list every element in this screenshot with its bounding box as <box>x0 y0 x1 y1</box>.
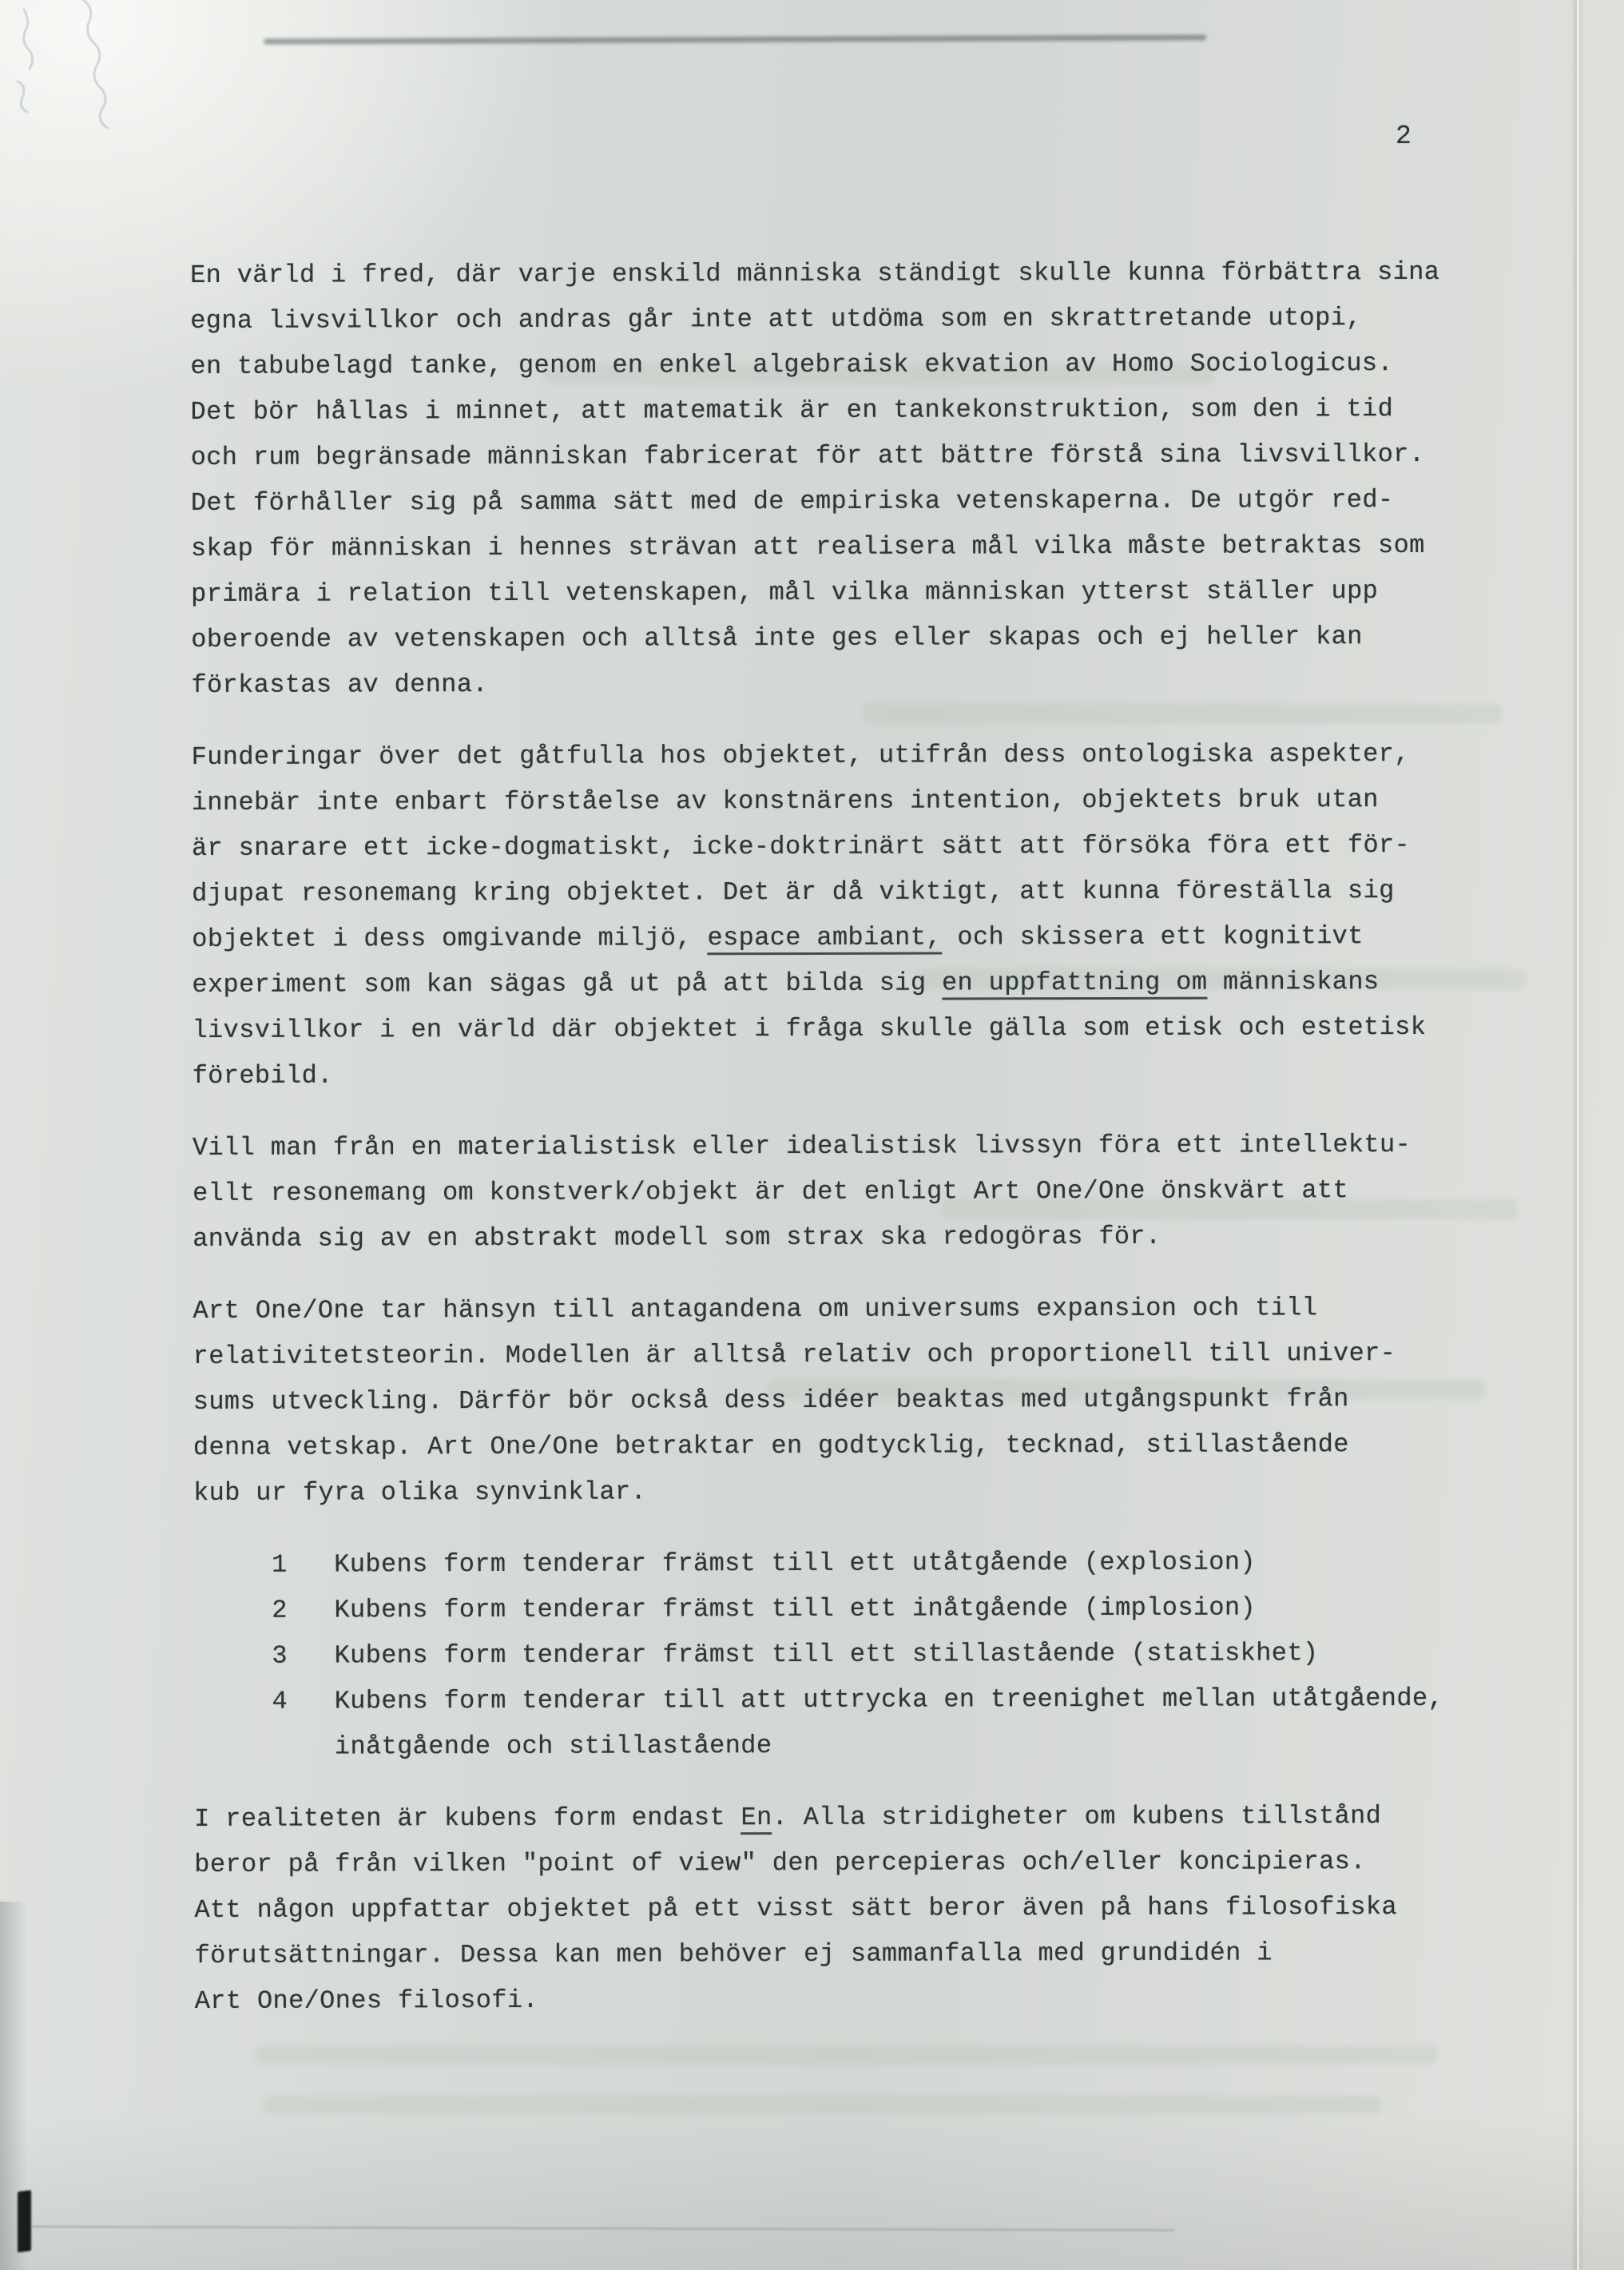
paper-fold-line <box>1577 0 1579 2270</box>
text-line: 2 Kubens form tenderar främst till ett inåtgående (implosion) <box>193 1592 1257 1625</box>
text-line: förkastas av denna. <box>191 670 488 700</box>
text-line: 1 Kubens form tenderar främst till ett utåtgående (explosion) <box>193 1547 1256 1580</box>
text-line: ellt resonemang om konstverk/objekt är det enligt Art One/One önskvärt att <box>193 1175 1349 1208</box>
text-line: livsvillkor i en värld där objektet i fråga skulle gälla som etisk och estetisk <box>192 1012 1427 1045</box>
text-line: skap för människan i hennes strävan att realisera mål vilka måste betraktas som <box>190 530 1425 563</box>
text-line: Art One/One tar hänsyn till antagandena om universums expansion och till <box>193 1293 1318 1326</box>
text-line: inåtgående och stillastående <box>193 1731 772 1762</box>
document-blocks <box>190 249 1521 2024</box>
text-line: djupat resonemang kring objektet. Det är då viktigt, att kunna föreställa sig <box>192 876 1395 908</box>
text-line: Det förhåller sig på samma sätt med de empiriska vetenskaperna. De utgör red- <box>190 485 1394 518</box>
page-number: 2 <box>1396 121 1412 151</box>
bleedthrough-artifact <box>264 2095 1382 2114</box>
bleedthrough-artifact <box>256 2045 1438 2065</box>
text-line: Att någon uppfattar objektet på ett visst sätt beror även på hans filosofiska <box>194 1892 1398 1925</box>
text-line: experiment som kan sägas gå ut på att bilda sig en uppfattning om människans <box>192 967 1380 1000</box>
list-block <box>193 1539 1520 1770</box>
text-line: innebär inte enbart förståelse av konstnärens intention, objektets bruk utan <box>191 785 1379 817</box>
text-line: egna livsvillkor och andras går inte att utdöma som en skrattretande utopi, <box>190 303 1362 336</box>
paragraph-block <box>192 731 1519 1099</box>
text-line: och rum begränsade människan fabricerat för att bättre förstå sina livsvillkor. <box>190 439 1425 472</box>
scan-streak-artifact <box>264 34 1206 44</box>
text-line: denna vetskap. Art One/One betraktar en godtycklig, tecknad, stillastående <box>193 1429 1349 1462</box>
text-line: förutsättningar. Dessa kan men behöver ej sammanfalla med grundidén i <box>194 1938 1273 1970</box>
text-line: En värld i fred, där varje enskild människa ständigt skulle kunna förbättra sina <box>190 256 1440 290</box>
paper-edge-shadow-left <box>0 1902 27 2270</box>
text-line: Det bör hållas i minnet, att matematik är en tankekonstruktion, som den i tid <box>190 394 1394 427</box>
text-line: Funderingar över det gåtfulla hos objektet, utifrån dess ontologiska aspekter, <box>191 739 1410 772</box>
text-line: beror på från vilken "point of view" den percepieras och/eller koncipieras. <box>194 1847 1366 1879</box>
paper-crease <box>32 2226 1174 2231</box>
text-line: I realiteten är kubens form endast En. Alla stridigheter om kubens tillstånd <box>194 1801 1382 1834</box>
text-line: sums utveckling. Därför bör också dess idéer beaktas med utgångspunkt från <box>193 1384 1349 1417</box>
text-line: objektet i dess omgivande miljö, espace ambiant, och skissera ett kognitivt <box>192 921 1364 954</box>
text-line: oberoende av vetenskapen och alltså inte ges eller skapas och ej heller kan <box>191 622 1363 654</box>
text-line: Art One/Ones filosofi. <box>194 1985 538 2016</box>
text-line: kub ur fyra olika synvinklar. <box>193 1477 647 1508</box>
text-line: förebild. <box>192 1060 333 1091</box>
paragraph-block <box>193 1285 1519 1516</box>
text-line: 4 Kubens form tenderar till att uttrycka en treenighet mellan utåtgående, <box>193 1683 1444 1716</box>
text-line: är snarare ett icke-dogmatiskt, icke-doktrinärt sätt att försöka föra ett för- <box>191 830 1411 863</box>
paragraph-block <box>194 1793 1521 2024</box>
paragraph-block <box>193 1122 1519 1262</box>
text-line: 3 Kubens form tenderar främst till ett stillastående (statiskhet) <box>193 1638 1319 1671</box>
text-line: relativitetsteorin. Modellen är alltså relativ och proportionell till univer- <box>193 1338 1396 1371</box>
text-line: primära i relation till vetenskapen, mål vilka människan ytterst ställer upp <box>191 576 1379 609</box>
paragraph-block <box>190 249 1517 708</box>
text-line: använda sig av en abstrakt modell som strax ska redogöras för. <box>193 1221 1161 1254</box>
text-line: en tabubelagd tanke, genom en enkel algebraisk ekvation av Homo Sociologicus. <box>190 348 1394 381</box>
handwritten-scribble <box>6 0 182 203</box>
text-line: Vill man från en materialistisk eller idealistisk livssyn föra ett intellektu- <box>192 1130 1412 1163</box>
